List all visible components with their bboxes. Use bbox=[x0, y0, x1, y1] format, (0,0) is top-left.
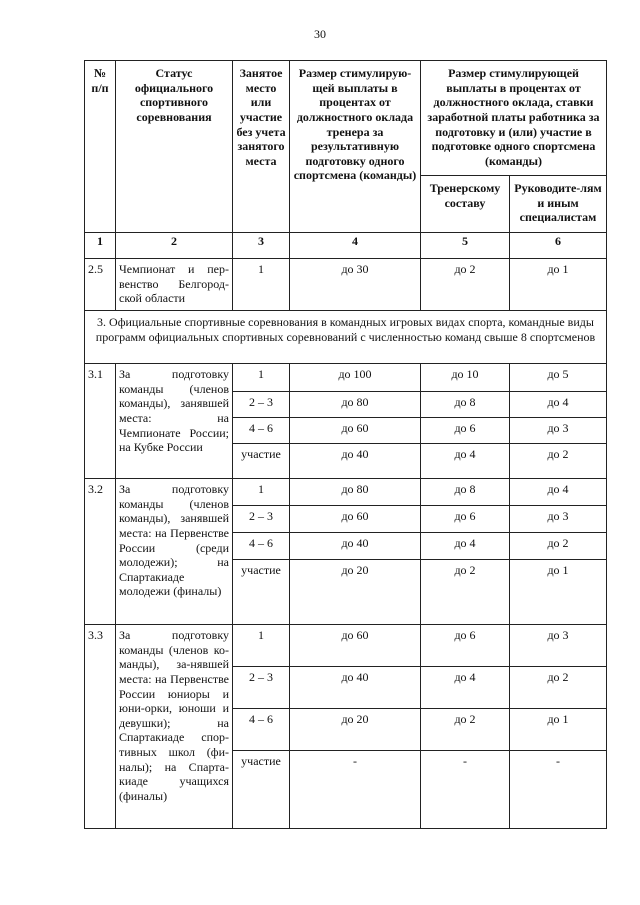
coach-pay: до 30 bbox=[290, 259, 421, 311]
managers-pay: до 3 bbox=[510, 625, 607, 667]
staff-pay: до 4 bbox=[421, 667, 510, 709]
header-coaching-staff: Тренерскому составу bbox=[421, 176, 510, 233]
place: 2 – 3 bbox=[233, 392, 290, 418]
coach-pay: до 40 bbox=[290, 667, 421, 709]
competition-status: За подготовку команды (членов ко-манды), за-нявшей места: на Первенстве России юниоры и юни-орки, юноши и девушки); на Спартакиаде спор-тивных школ (фи-налы); на Спарта-киаде учащихся (финалы) bbox=[116, 625, 233, 829]
coach-pay: до 20 bbox=[290, 560, 421, 625]
row-number: 3.3 bbox=[85, 625, 116, 829]
managers-pay: до 2 bbox=[510, 444, 607, 479]
managers-pay: до 3 bbox=[510, 418, 607, 444]
place: участие bbox=[233, 560, 290, 625]
header-no: № п/п bbox=[85, 61, 116, 233]
staff-pay: до 8 bbox=[421, 479, 510, 506]
header-staff-pay: Размер стимулирующей выплаты в процентах от должностного оклада, ставки заработной платы работника за подготовку и (или) участие в подготовке одного спортсмена (команды) bbox=[421, 61, 607, 176]
coach-pay: до 80 bbox=[290, 392, 421, 418]
place: участие bbox=[233, 751, 290, 829]
place: 1 bbox=[233, 479, 290, 506]
column-number: 3 bbox=[233, 233, 290, 259]
row-number: 3.2 bbox=[85, 479, 116, 625]
coach-pay: до 60 bbox=[290, 625, 421, 667]
competition-status: Чемпионат и пер-венство Белгород-ской области bbox=[116, 259, 233, 311]
staff-pay: - bbox=[421, 751, 510, 829]
managers-pay: до 4 bbox=[510, 479, 607, 506]
column-number: 4 bbox=[290, 233, 421, 259]
managers-pay: до 4 bbox=[510, 392, 607, 418]
place: 2 – 3 bbox=[233, 667, 290, 709]
table-row bbox=[85, 625, 607, 667]
coach-pay: до 60 bbox=[290, 418, 421, 444]
header-managers: Руководите-лям и иным специалистам bbox=[510, 176, 607, 233]
staff-pay: до 8 bbox=[421, 392, 510, 418]
staff-pay: до 10 bbox=[421, 364, 510, 392]
incentive-payment-table bbox=[84, 60, 607, 829]
row-number: 2.5 bbox=[85, 259, 116, 311]
table-row bbox=[85, 259, 607, 311]
place: 1 bbox=[233, 259, 290, 311]
page-number: 30 bbox=[314, 27, 326, 41]
managers-pay: до 1 bbox=[510, 709, 607, 751]
column-number: 6 bbox=[510, 233, 607, 259]
staff-pay: до 2 bbox=[421, 560, 510, 625]
column-number: 2 bbox=[116, 233, 233, 259]
section-heading-row bbox=[85, 311, 607, 364]
staff-pay: до 2 bbox=[421, 259, 510, 311]
table-row bbox=[85, 479, 607, 506]
managers-pay: - bbox=[510, 751, 607, 829]
place: 1 bbox=[233, 364, 290, 392]
coach-pay: до 40 bbox=[290, 444, 421, 479]
place: 4 – 6 bbox=[233, 533, 290, 560]
row-number: 3.1 bbox=[85, 364, 116, 479]
header-coach-pay: Размер стимулирую-щей выплаты в процентах от должностного оклада тренера за результативную подготовку одного спортсмена (команды) bbox=[290, 61, 421, 233]
staff-pay: до 2 bbox=[421, 709, 510, 751]
staff-pay: до 6 bbox=[421, 418, 510, 444]
column-number-row bbox=[85, 233, 607, 259]
coach-pay: до 20 bbox=[290, 709, 421, 751]
coach-pay: - bbox=[290, 751, 421, 829]
managers-pay: до 5 bbox=[510, 364, 607, 392]
header-place: Занятое место или участие без учета занятого места bbox=[233, 61, 290, 233]
managers-pay: до 3 bbox=[510, 506, 607, 533]
header-status: Статус официального спортивного соревнования bbox=[116, 61, 233, 233]
section-title: 3. Официальные спортивные соревнования в командных игровых видах спорта, командные виды программ официальных спортивных соревнований с численностью команд свыше 8 спортсменов bbox=[85, 311, 607, 364]
staff-pay: до 6 bbox=[421, 506, 510, 533]
coach-pay: до 100 bbox=[290, 364, 421, 392]
coach-pay: до 60 bbox=[290, 506, 421, 533]
managers-pay: до 2 bbox=[510, 667, 607, 709]
staff-pay: до 4 bbox=[421, 444, 510, 479]
header-row bbox=[85, 61, 607, 176]
managers-pay: до 2 bbox=[510, 533, 607, 560]
staff-pay: до 6 bbox=[421, 625, 510, 667]
place: 4 – 6 bbox=[233, 709, 290, 751]
managers-pay: до 1 bbox=[510, 259, 607, 311]
competition-status: За подготовку команды (членов команды), занявшей места: на Первенстве России (среди молодежи); на Спартакиаде молодежи (финалы) bbox=[116, 479, 233, 625]
column-number: 5 bbox=[421, 233, 510, 259]
place: 4 – 6 bbox=[233, 418, 290, 444]
table-row bbox=[85, 364, 607, 392]
coach-pay: до 80 bbox=[290, 479, 421, 506]
managers-pay: до 1 bbox=[510, 560, 607, 625]
place: 2 – 3 bbox=[233, 506, 290, 533]
staff-pay: до 4 bbox=[421, 533, 510, 560]
coach-pay: до 40 bbox=[290, 533, 421, 560]
competition-status: За подготовку команды (членов команды), занявшей места: на Чемпионате России; на Кубке России bbox=[116, 364, 233, 479]
place: участие bbox=[233, 444, 290, 479]
column-number: 1 bbox=[85, 233, 116, 259]
place: 1 bbox=[233, 625, 290, 667]
